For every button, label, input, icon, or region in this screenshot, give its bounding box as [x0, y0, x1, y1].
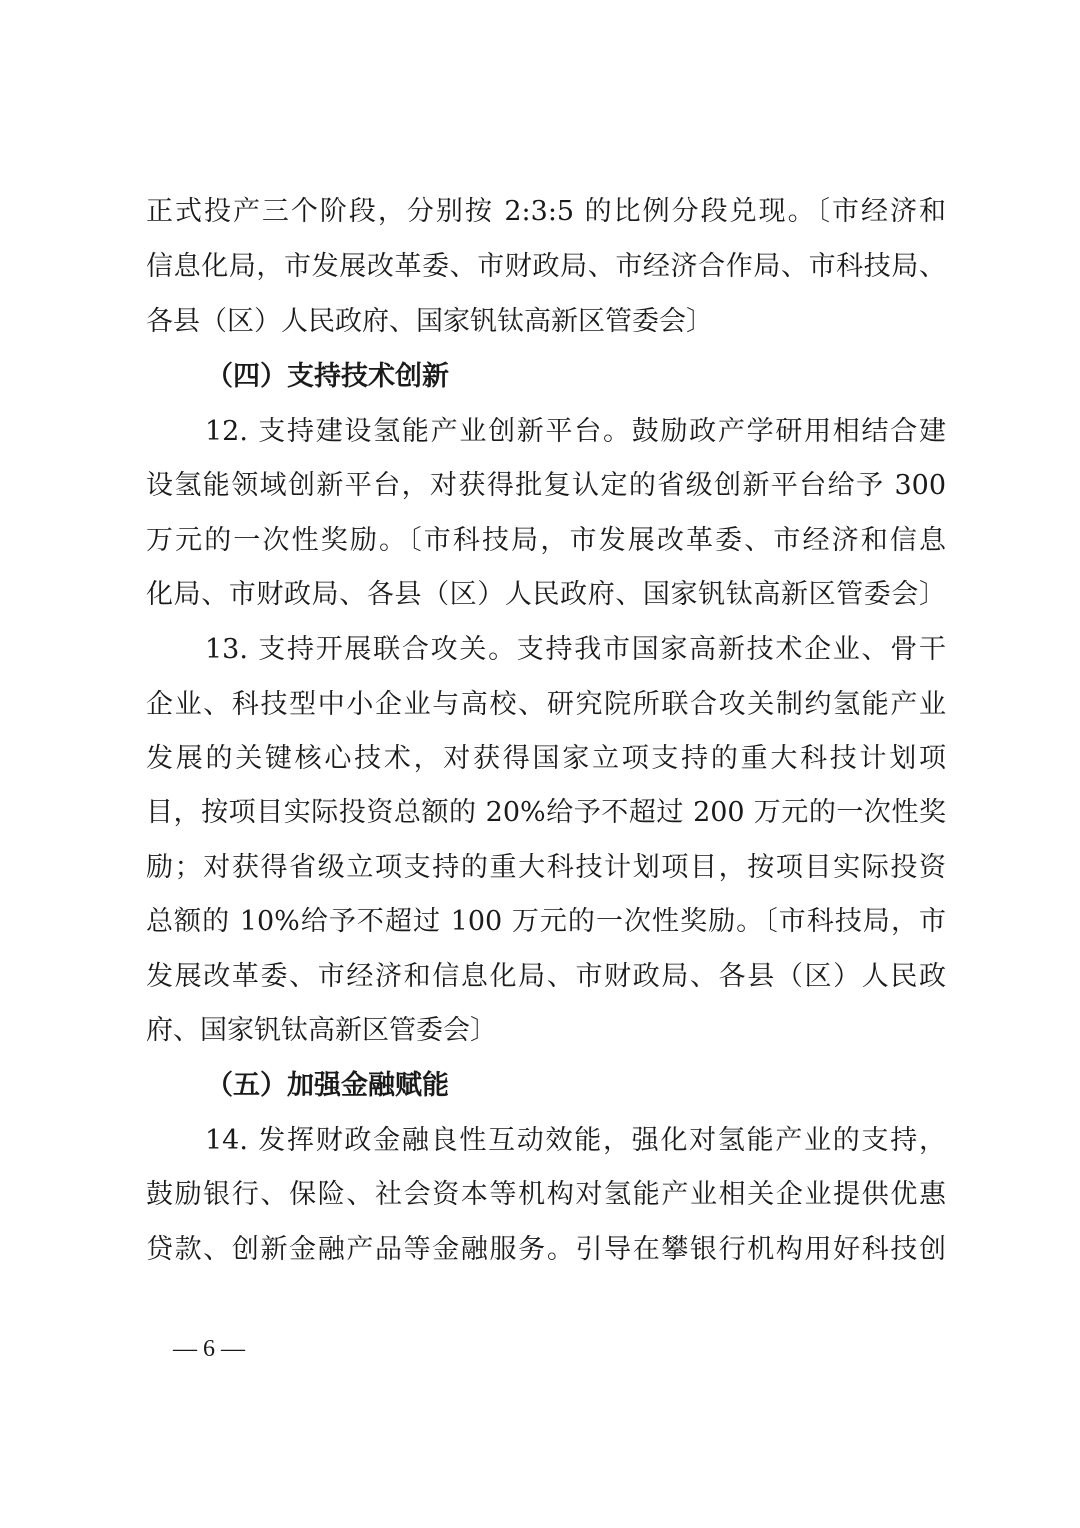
- section-heading-4: （四）支持技术创新: [206, 361, 449, 392]
- item-14-line: 贷款、创新金融产品等金融服务。引导在攀银行机构用好科技创: [146, 1234, 946, 1265]
- item-13-line: 13. 支持开展联合攻关。支持我市国家高新技术企业、骨干: [205, 634, 946, 665]
- item-13-line: 发展改革委、市经济和信息化局、市财政局、各县（区）人民政: [146, 961, 946, 992]
- item-12-line: 万元的一次性奖励。〔市科技局，市发展改革委、市经济和信息: [146, 525, 946, 556]
- item-12-line: 化局、市财政局、各县（区）人民政府、国家钒钛高新区管委会〕: [146, 579, 946, 610]
- item-13-line: 总额的 10%给予不超过 100 万元的一次性奖励。〔市科技局，市: [146, 906, 946, 937]
- page-number: — 6 —: [173, 1336, 245, 1362]
- item-13-line: 企业、科技型中小企业与高校、研究院所联合攻关制约氢能产业: [146, 689, 946, 720]
- paragraph-line: 正式投产三个阶段，分别按 2:3:5 的比例分段兑现。〔市经济和: [146, 196, 946, 227]
- item-13-line: 发展的关键核心技术，对获得国家立项支持的重大科技计划项: [146, 743, 946, 774]
- item-14-line: 14. 发挥财政金融良性互动效能，强化对氢能产业的支持，: [205, 1125, 946, 1156]
- item-13-line: 府、国家钒钛高新区管委会〕: [146, 1015, 497, 1046]
- paragraph-line: 信息化局，市发展改革委、市财政局、市经济合作局、市科技局、: [146, 251, 946, 282]
- paragraph-line: 各县（区）人民政府、国家钒钛高新区管委会〕: [146, 306, 713, 337]
- item-13-line: 目，按项目实际投资总额的 20%给予不超过 200 万元的一次性奖: [146, 797, 946, 828]
- section-heading-5: （五）加强金融赋能: [206, 1070, 449, 1101]
- item-12-line: 设氢能领域创新平台，对获得批复认定的省级创新平台给予 300: [146, 470, 946, 501]
- item-12-line: 12. 支持建设氢能产业创新平台。鼓励政产学研用相结合建: [205, 416, 946, 447]
- item-14-line: 鼓励银行、保险、社会资本等机构对氢能产业相关企业提供优惠: [146, 1179, 946, 1210]
- item-13-line: 励；对获得省级立项支持的重大科技计划项目，按项目实际投资: [146, 852, 946, 883]
